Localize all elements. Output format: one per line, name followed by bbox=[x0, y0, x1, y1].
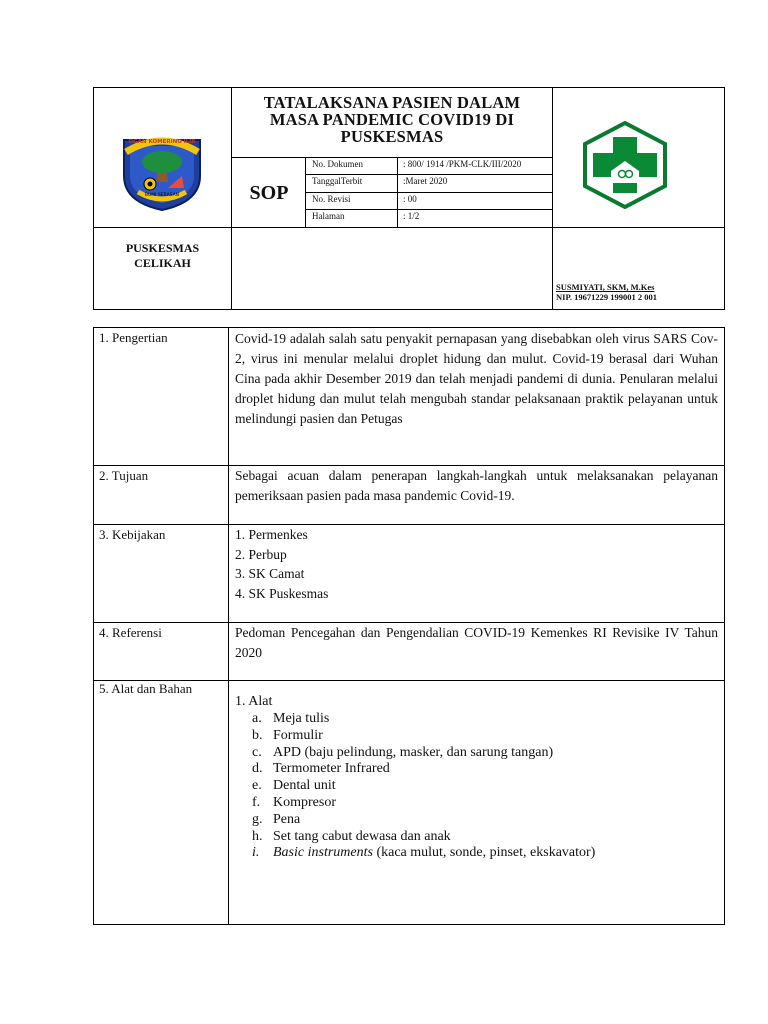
list-marker: c. bbox=[252, 744, 262, 760]
sop-label: SOP bbox=[249, 181, 289, 204]
organization-name bbox=[94, 241, 231, 271]
list-marker: b. bbox=[252, 727, 263, 743]
meta-value: :Maret 2020 bbox=[403, 176, 448, 186]
regency-emblem-logo bbox=[110, 126, 214, 217]
list-item bbox=[252, 812, 595, 829]
list-text: APD (baju pelindung, masker, dan sarung tangan) bbox=[273, 744, 554, 760]
title-line: MASA PANDEMIC COVID19 DI bbox=[269, 110, 515, 129]
sop-header-table bbox=[93, 87, 725, 310]
list-marker: d. bbox=[252, 761, 263, 777]
alat-list bbox=[252, 711, 595, 862]
meta-row-issue-date bbox=[306, 174, 552, 191]
section-text-tujuan: Sebagai acuan dalam penerapan langkah-langkah untuk melaksanakan pelayanan pemeriksaan pasien pada masa pandemic Covid-19. bbox=[235, 468, 718, 503]
list-text: Meja tulis bbox=[273, 711, 330, 726]
alat-heading: 1. Alat bbox=[235, 694, 273, 709]
list-marker: e. bbox=[252, 778, 262, 794]
meta-row-page bbox=[306, 209, 552, 226]
list-text: Set tang cabut dewasa dan anak bbox=[273, 828, 451, 844]
org-line: PUSKESMAS bbox=[125, 241, 200, 255]
list-item bbox=[252, 795, 595, 812]
list-item bbox=[252, 711, 595, 728]
meta-value: : 800/ 1914 /PKM-CLK/III/2020 bbox=[403, 159, 522, 169]
org-line: CELIKAH bbox=[134, 256, 191, 270]
list-text-italic: Basic instruments bbox=[273, 845, 373, 861]
list-text: (kaca mulut, sonde, pinset, ekskavator) bbox=[372, 845, 596, 861]
meta-value: : 1/2 bbox=[403, 211, 420, 221]
signatory-nip: NIP. 19671229 199001 2 001 bbox=[556, 292, 657, 302]
list-item: 3. SK Camat bbox=[235, 566, 305, 582]
list-marker: a. bbox=[252, 711, 262, 726]
meta-value: : 00 bbox=[403, 194, 417, 204]
list-item bbox=[252, 845, 595, 862]
list-marker: f. bbox=[252, 794, 261, 810]
list-item bbox=[252, 829, 595, 846]
meta-row-document-number bbox=[306, 157, 552, 174]
meta-row-revision bbox=[306, 192, 552, 209]
emblem-bottom-text: BUMI SERASAN bbox=[144, 193, 180, 198]
meta-key: Halaman bbox=[312, 211, 345, 221]
section-text-referensi: Pedoman Pencegahan dan Pengendalian COVID-19 Kemenkes RI Revisike IV Tahun 2020 bbox=[235, 625, 718, 660]
meta-key: No. Revisi bbox=[312, 194, 351, 204]
title-line: TATALAKSANA PASIEN DALAM bbox=[263, 93, 521, 112]
list-marker: h. bbox=[252, 828, 263, 844]
list-text: Kompresor bbox=[273, 794, 336, 810]
divider bbox=[552, 88, 553, 310]
meta-key: TanggalTerbit bbox=[312, 176, 363, 186]
list-item bbox=[252, 761, 595, 778]
list-item: 4. SK Puskesmas bbox=[235, 585, 329, 601]
sop-content-table bbox=[93, 327, 725, 925]
divider bbox=[228, 328, 229, 924]
list-text: Dental unit bbox=[273, 778, 336, 794]
section-label-pengertian: 1. Pengertian bbox=[99, 330, 168, 345]
list-item bbox=[252, 728, 595, 745]
section-label-alat: 5. Alat dan Bahan bbox=[99, 681, 193, 696]
list-item bbox=[252, 745, 595, 762]
section-text-pengertian: Covid-19 adalah salah satu penyakit pernapasan yang disebabkan oleh virus SARS Cov-2, virus ini menular melalui droplet hidung dan mulut. Covid-19 berasal dari Wuhan Cina pada akhir Desember 2019 dan telah menjadi pandemi di dunia. Penularan melalui droplet hidung dan mulut telah mengubah standar pelaksanaan praktik pelayanan untuk melindungi pasien dan Petugas bbox=[235, 331, 718, 426]
list-item bbox=[252, 778, 595, 795]
list-item: 1. Permenkes bbox=[235, 527, 308, 542]
section-label-kebijakan: 3. Kebijakan bbox=[99, 527, 166, 542]
kebijakan-list bbox=[235, 525, 328, 603]
list-marker: g. bbox=[252, 811, 263, 827]
signatory-name: SUSMIYATI, SKM, M.Kes bbox=[556, 282, 655, 292]
puskesmas-logo bbox=[579, 121, 671, 214]
meta-key: No. Dokumen bbox=[312, 159, 363, 169]
list-item: 2. Perbup bbox=[235, 546, 287, 562]
section-label-tujuan: 2. Tujuan bbox=[99, 468, 149, 483]
list-text: Pena bbox=[273, 811, 301, 827]
document-title bbox=[232, 94, 552, 145]
divider bbox=[94, 524, 724, 525]
section-label-referensi: 4. Referensi bbox=[99, 625, 162, 640]
title-line: PUSKESMAS bbox=[340, 127, 444, 146]
list-text: Termometer Infrared bbox=[273, 761, 390, 777]
divider bbox=[94, 227, 724, 228]
list-text: Formulir bbox=[273, 727, 323, 743]
emblem-top-text: OGAN KOMERING ILIR bbox=[128, 139, 196, 145]
list-marker: i. bbox=[252, 845, 260, 861]
